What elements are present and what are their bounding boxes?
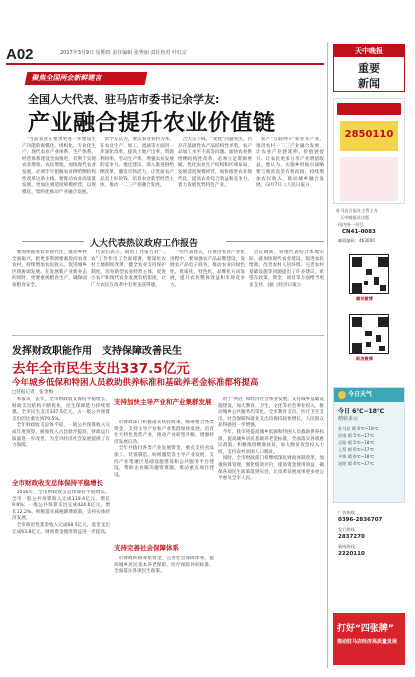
section-tag: 聚焦全国两会新鲜建言 xyxy=(25,72,148,85)
feature-subheading: 支持完善社会保障体系 xyxy=(114,544,179,552)
section-divider xyxy=(12,335,324,336)
qr-label: 新浪微博 xyxy=(356,356,373,361)
bottom-ad xyxy=(333,613,405,665)
weather-line: 正阳 晴 5℃~18℃ xyxy=(338,440,375,445)
contact-number: 2220110 xyxy=(338,551,365,557)
side-info-line: 天中晚报社出版 xyxy=(340,215,370,220)
feature-byline: □驻报记者 张金梅 xyxy=(12,390,54,395)
logo-line-1: 重要 xyxy=(358,62,380,75)
lead-paragraph: 余学友认为，要以农业农村为本，在农业生产、加工、流通等方面进一步深化改革，提高土地产出率、资源利用率、劳动生产率，增强农业发展的竞争力。他还建议，深入推进供给侧改革，激发市场活力，让优质农产品卖上好价钱，培育农业新型经营主体，推动一二三产业融合发展。 xyxy=(100,137,174,189)
header-rule xyxy=(6,63,324,65)
feature-paragraph: 本报讯 去年，全市财政收支保持平稳增长，财政支出结构不断优化，民生保障能力持续增强。全市民生支出337.5亿元，占一般公共预算支出的比重达到79.5%。 xyxy=(12,397,110,422)
weather-box xyxy=(333,387,405,503)
feature-paragraph: 今年，我市将提高城乡低保和特困人员救助供养标准，提高城乡居民基础养老金标准，全面落实各项惠民政策，积极推进精准扶贫，加大脱贫攻坚投入力度，支持农村贫困人口脱贫。 xyxy=(218,429,324,455)
feature-paragraph: 同时，全市财政部门将继续深化财政体制改革，加强预算管理，强化绩效评价，提高资金使用效益，确保各项民生政策落到实处，让改革发展成果更多更公平惠及全市人民。 xyxy=(218,456,324,482)
sidebar-ad xyxy=(333,98,405,204)
sidebar-divider xyxy=(327,42,328,668)
side-info-line: 邮政编码：463000 xyxy=(338,238,375,243)
band-column-2 xyxy=(91,250,166,330)
feature-paragraph: 全年财政收支总体平稳，一般公共预算收入完成年度预算，税收收入占比稳步提高，财政运行质量进一步改善，为全市经济社会发展提供了有力保障。 xyxy=(12,423,110,449)
feature-subheading: 全市财政收支总体保持平稳增长 xyxy=(12,479,103,487)
section-logo xyxy=(333,44,405,92)
feature-column-2b xyxy=(114,556,214,666)
ad-body xyxy=(340,157,398,201)
lead-column-1 xyxy=(22,137,96,225)
band-paragraph: 要加快推进农业现代化，推动乡村全面振兴，把更多资源要素投向农业农村，持续增加农民收入，促进城乡区域协调发展。在发展新产业新业态的同时，更要重视粮食生产，确保国家粮食安全。 xyxy=(12,250,87,288)
feature-column-3 xyxy=(218,397,324,665)
lead-kicker: 全国人大代表、驻马店市委书记余学友: xyxy=(28,93,220,106)
feature-column-1 xyxy=(12,397,110,471)
page-number: A02 xyxy=(6,46,34,63)
ad2-title: 打好“四张牌” xyxy=(337,624,394,634)
feature-paragraph: 用于”两区”和经济社会事业发展，支持城乡基础设施建设，加大教育、卫生、文化等社会事业投入，推动城乡公共服务均等化。全市教育支出、医疗卫生支出、社会保障和就业支出均保持较快增长，人民群众获得感进一步增强。 xyxy=(218,397,324,429)
contact-number: 2837270 xyxy=(338,534,365,540)
lead-paragraph: 合大宗下降。“麦观”问题突出，仍存在基础性农产品结构性矛盾，农产品加工水平不高等问题。加快农业供给侧结构性改革，必须立足资源禀赋，优化农业生产结构和区域布局，发展适度规模经营，加快推进农业现代化，提高农业综合效益和竞争力，着力发展优势特色产业。 xyxy=(178,137,252,189)
band-column-4 xyxy=(249,250,324,330)
band-column-1 xyxy=(12,250,87,330)
feature-paragraph: 市财政积极筹措资金，完善社会保障体系，提高城乡居民基本养老保险、医疗保险补助标准，全面落实各项民生政策。 xyxy=(114,556,214,575)
band-title: 人大代表热议政府工作报告 xyxy=(90,239,199,249)
side-info-line: 驻马店日报社主管主办 xyxy=(336,208,378,213)
band-rule xyxy=(22,241,84,242)
contact-number: 0396-2836707 xyxy=(338,517,383,523)
band-paragraph: 会议期间，各地代表结合本地实际，就加快现代农业建设、促进农民增收、改善农村人居环境、完善农村基础设施等问题提出了许多建议，希望在政策、资金、项目等方面给予更多支持。(据《经济日报》) xyxy=(249,250,324,288)
weather-line: 驻马店 晴 6℃~18℃ xyxy=(338,426,379,431)
band-rule xyxy=(226,241,324,242)
lead-paragraph: “当前农业正要求更进一步建设生产功能的规模化、组织化、专业化生产，现代农业产业体系、生产体系、经营体系建设全面推进，有利于实现农业增效、农民增收。加快现代农业发展，必须牢牢把握农业供给侧结构性改革这条主线，要推动农业高质量发展、更加注重适度规模经营，以规模化、集约化推动产业融合发展。 xyxy=(22,137,96,195)
feature-subhead: 今年城乡低保和特困人员救助供养标准和基础养老金标准都将提高 xyxy=(12,378,259,388)
feature-paragraph: 全市政府性基金收入完成68.5亿元，基金支出完成63.8亿元。财政资金使用效益进一步提高。 xyxy=(12,522,110,535)
band-paragraph: 一些代表建议，在推进农业产业化进程中，要加强农产品品牌建设，发展农产品电子商务，推动农业向绿色化、优质化、特色化、品牌化方向发展，提升农业整体效益和市场竞争力。 xyxy=(170,250,245,288)
lead-column-3 xyxy=(178,137,252,225)
ad-banner xyxy=(337,103,401,115)
weather-temp: 今日 6℃~18℃ xyxy=(338,408,385,415)
feature-paragraph: 全年共拨付各类产业发展资金，重点支持食品加工、装备制造、纺织服装等主导产业发展，支持产业集聚区基础设施建设和公共服务平台建设，帮助企业解决融资难题，推动重点项目建设。 xyxy=(114,446,214,478)
page-meta: 2017年3月9日 星期四 责任编辑 张秀丽 责任校对 叶红宗 xyxy=(60,50,188,56)
logo-line-2: 新闻 xyxy=(358,77,380,90)
band-column-3 xyxy=(170,250,245,330)
side-info-line: 国内统一刊号： xyxy=(338,222,368,227)
weather-line: 汝南 晴 5℃~17℃ xyxy=(338,433,375,438)
weather-line: 泌阳 晴 4℃~17℃ xyxy=(338,461,375,466)
feature-column-2 xyxy=(114,420,214,536)
feature-subheading: 支持加快主导产业和产业集群发展 xyxy=(114,398,212,406)
ad2-subtitle: 推动驻马店经济高质量发展 xyxy=(337,639,398,645)
side-info-line: CN41-0083 xyxy=(342,229,376,235)
lead-column-4 xyxy=(256,137,324,225)
feature-headline: 去年全市民生支出337.5亿元 xyxy=(12,361,190,377)
lead-column-2 xyxy=(100,137,174,225)
qr-label: 腾讯微博 xyxy=(356,296,373,301)
contact-label: 新闻热线 xyxy=(338,544,355,549)
ad-phone: 2850110 xyxy=(344,129,394,140)
lead-headline: 产业融合提升农业价值链 xyxy=(28,111,276,136)
contact-label: 广告热线 xyxy=(338,510,355,515)
weather-desc: 晴转多云 xyxy=(338,416,359,422)
feature-paragraph: 市财政部门积极落实扶持政策，统筹整合各类资金，支持主导产业和产业集群加快发展，培育壮大特色优势产业，推动产业转型升级，增强经济发展后劲。 xyxy=(114,420,214,445)
feature-kicker: 发挥财政职能作用 支持保障改善民生 xyxy=(12,346,182,357)
weather-title: 今日天气 xyxy=(334,388,404,402)
band-paragraph: 代表们表示，政府工作报告对“三农”工作作出了全面部署，要深化农村土地制度改革，健全农业支持保护制度，培育新型农业经营主体，促进小农户和现代农业发展有机衔接，让广大农民在改革中有更多获得感。 xyxy=(91,250,166,288)
feature-paragraph: 2016年，全市财政收支总体保持平稳增长。全市一般公共预算收入完成119.4亿元，增长9.6%；一般公共预算支出完成424.6亿元，增长12.2%。积极落实减税降费政策，支持实体经济发展。 xyxy=(12,490,110,522)
logo-masthead: 天中晚报 xyxy=(334,45,404,57)
feature-column-1b xyxy=(12,490,110,665)
weather-line: 上蔡 晴 6℃~17℃ xyxy=(338,447,375,452)
weather-line: 平舆 晴 6℃~18℃ xyxy=(338,454,375,459)
qr-code-icon xyxy=(349,314,389,354)
qr-code-icon xyxy=(349,254,389,294)
lead-paragraph: 农产”互联网+”农业等产业，推进农村一二三产业融合发展，让农业产业链延伸、价值链提升、让农民更多分享产业增值收益。他认为，实施乡村振兴战略要与脱贫攻坚有机衔接，持续增加农民收入，推动城乡融合发展。(3月7日《人民日报》) xyxy=(256,137,324,189)
contact-label: 发行热线 xyxy=(338,527,355,532)
sun-icon xyxy=(338,391,346,399)
